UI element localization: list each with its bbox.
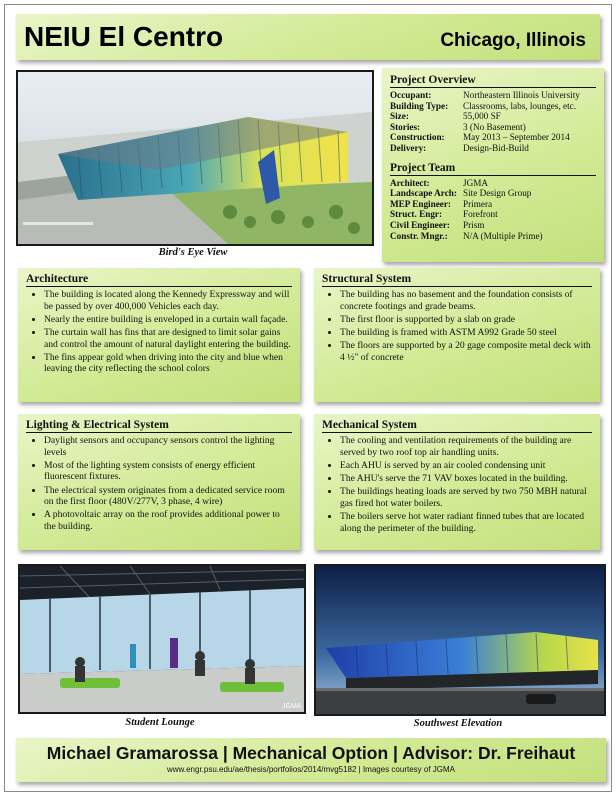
info-row — [390, 143, 596, 154]
bullet-item: • The boilers serve hot water radiant finned tubes that are located along the perimeter of the building. — [340, 511, 592, 534]
info-value: Primera — [463, 198, 493, 209]
project-team-list — [390, 178, 596, 242]
info-value: Northeastern Illinois University — [463, 90, 580, 100]
info-key: Architect: — [390, 177, 430, 188]
info-value: Forefront — [463, 209, 498, 220]
mechanical-list — [322, 435, 592, 534]
bullet-item: • The building is located along the Kennedy Expressway and will be passed by over 400,000 Vehicles each day. — [44, 289, 292, 312]
location-label: Chicago, Illinois — [440, 30, 586, 51]
info-key: Civil Engineer: — [390, 219, 450, 230]
info-value: Prism — [463, 219, 485, 230]
info-key: Delivery: — [390, 142, 427, 153]
info-value: Design-Bid-Build — [463, 142, 529, 153]
project-info-panel — [382, 68, 604, 262]
bullet-item: • The electrical system originates from a dedicated service room on the first floor (480V/277V, 3 phase, 4 wire) — [44, 485, 292, 508]
birds-eye-illustration — [18, 72, 372, 244]
bullet-item: • The building is framed with ASTM A992 Grade 50 steel — [340, 327, 592, 339]
bullet-item: • The fins appear gold when driving into the city and blue when leaving the city reflecting the school colors — [44, 352, 292, 375]
lighting-section — [18, 414, 300, 550]
mechanical-section — [314, 414, 600, 550]
info-row — [390, 178, 596, 189]
bullet-item: • The curtain wall has fins that are designed to limit solar gains and control the amount of natural daylight entering the building. — [44, 327, 292, 350]
lounge-watermark: JGMA — [282, 703, 302, 710]
info-row — [390, 209, 596, 220]
info-key: Constr. Mngr.: — [390, 230, 448, 241]
structural-title: Structural System — [322, 273, 592, 287]
southwest-elevation-illustration — [316, 566, 604, 714]
bullet-item: • Nearly the entire building is enveloped in a curtain wall façade. — [44, 314, 292, 326]
architecture-title: Architecture — [26, 273, 292, 287]
info-row — [390, 122, 596, 133]
info-value: Classrooms, labs, lounges, etc. — [463, 100, 577, 111]
bullet-item: • A photovoltaic array on the roof provides additional power to the building. — [44, 509, 292, 532]
bullet-item: • The AHU's serve the 71 VAV boxes located in the building. — [340, 473, 592, 485]
info-value: 3 (No Basement) — [463, 121, 526, 132]
project-overview-list — [390, 90, 596, 154]
student-lounge-illustration — [20, 566, 304, 712]
info-row — [390, 90, 596, 101]
bullet-item: • The cooling and ventilation requirements of the building are served by two roof top air handling units. — [340, 435, 592, 458]
info-key: Construction: — [390, 132, 445, 143]
info-key: Landscape Arch: — [390, 188, 457, 199]
lighting-list — [26, 435, 292, 533]
bullet-item: • Each AHU is served by an air cooled condensing unit — [340, 460, 592, 472]
info-key: Occupant: — [390, 90, 432, 100]
info-row — [390, 111, 596, 122]
lighting-title: Lighting & Electrical System — [26, 419, 292, 433]
project-overview-title: Project Overview — [390, 74, 596, 88]
info-value: JGMA — [463, 177, 489, 188]
portfolio-url-line: www.engr.psu.edu/ae/thesis/portfolios/2014/mvg5182 | Images courtesy of JGMA — [166, 765, 455, 774]
info-row — [390, 101, 596, 112]
architecture-list — [26, 289, 292, 375]
page-title: NEIU El Centro — [24, 21, 224, 52]
info-key: MEP Engineer: — [390, 198, 451, 209]
birds-eye-image — [16, 70, 374, 246]
info-value: Site Design Group — [463, 188, 532, 199]
info-row — [390, 231, 596, 242]
bullet-item: • The buildings heating loads are served by two 750 MBH natural gas fired hot water boilers. — [340, 486, 592, 509]
info-row — [390, 188, 596, 199]
info-row — [390, 132, 596, 143]
bullet-item: • Daylight sensors and occupancy sensors control the lighting levels — [44, 435, 292, 458]
structural-section — [314, 268, 600, 402]
info-key: Size: — [390, 111, 409, 122]
bullet-item: • Most of the lighting system consists of energy efficient fluorescent fixtures. — [44, 460, 292, 483]
info-row — [390, 220, 596, 231]
structural-list — [322, 289, 592, 363]
info-value: 55,000 SF — [463, 111, 501, 122]
info-value: May 2013 – September 2014 — [463, 132, 570, 143]
birds-eye-caption: Bird's Eye View — [158, 247, 228, 258]
mechanical-title: Mechanical System — [322, 419, 592, 433]
footer-banner — [16, 738, 606, 782]
info-key: Stories: — [390, 121, 421, 132]
bullet-item: • The first floor is supported by a slab on grade — [340, 314, 592, 326]
bullet-item: • The building has no basement and the foundation consists of concrete footings and grade beams. — [340, 289, 592, 312]
student-lounge-image — [18, 564, 306, 714]
student-lounge-caption: Student Lounge — [125, 717, 195, 728]
author-line: Michael Gramarossa | Mechanical Option | Advisor: Dr. Freihaut — [46, 743, 576, 763]
info-row — [390, 199, 596, 210]
bullet-item: • The floors are supported by a 20 gage composite metal deck with 4 ½" of concrete — [340, 340, 592, 363]
info-key: Building Type: — [390, 100, 449, 111]
southwest-elevation-caption: Southwest Elevation — [413, 718, 503, 729]
info-key: Struct. Engr: — [390, 209, 443, 220]
info-value: N/A (Multiple Prime) — [463, 230, 543, 241]
southwest-elevation-image — [314, 564, 606, 716]
architecture-section — [18, 268, 300, 402]
project-team-title: Project Team — [390, 162, 596, 176]
